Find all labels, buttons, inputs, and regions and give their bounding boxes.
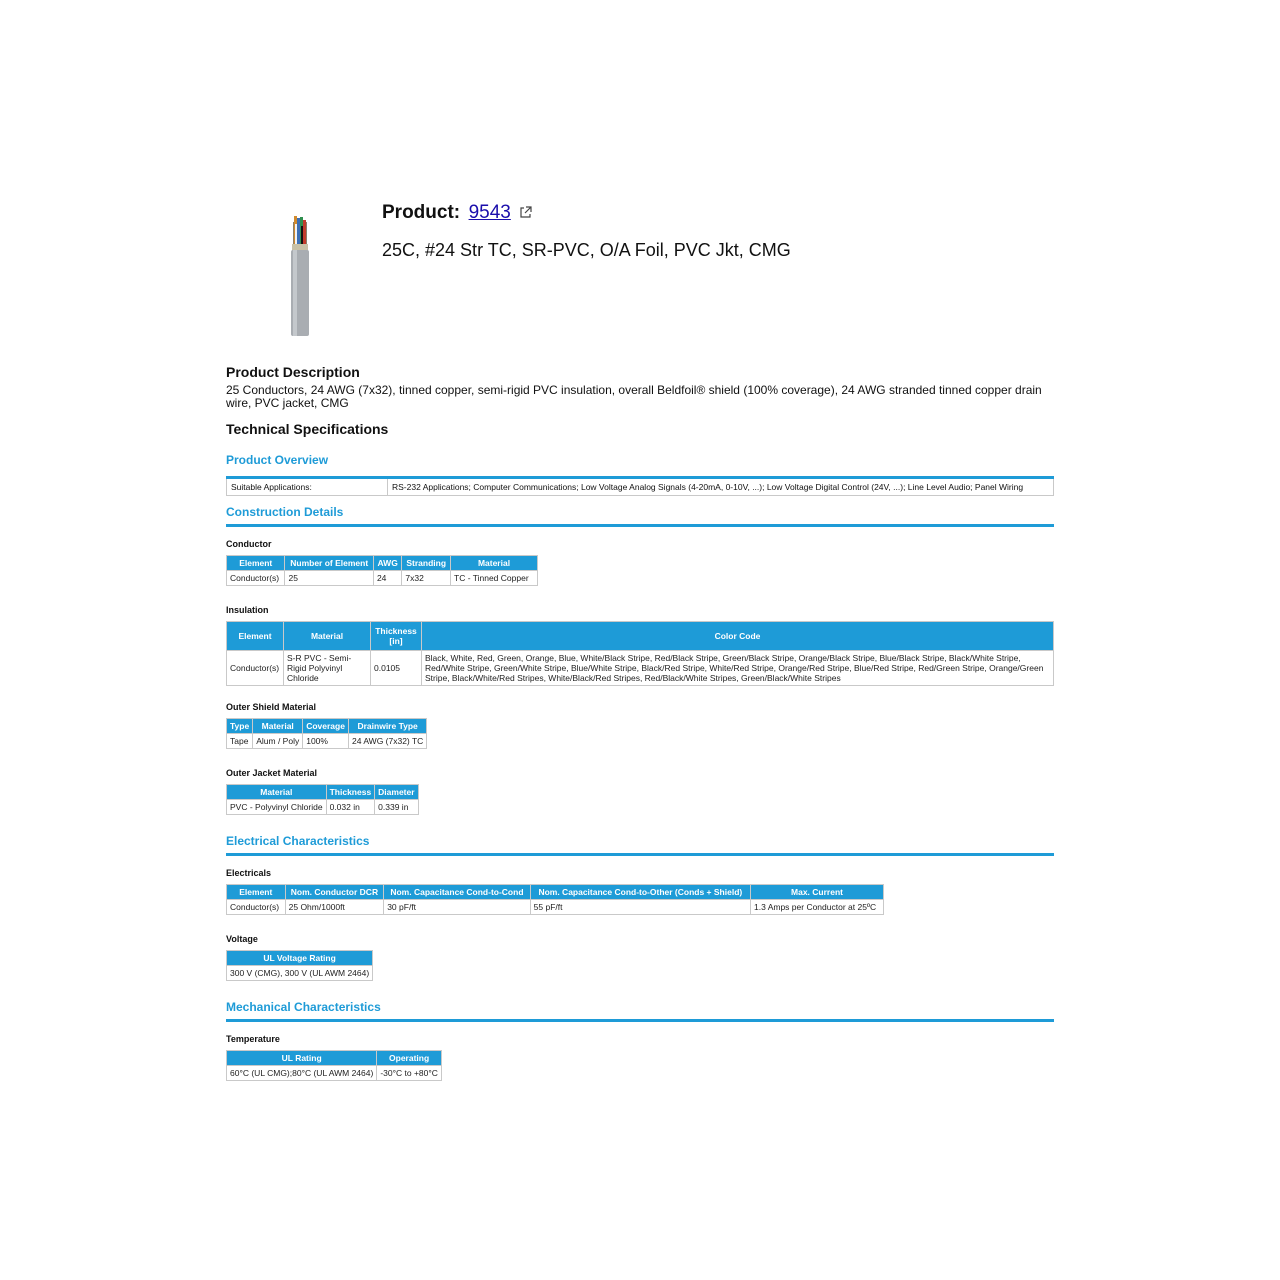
table-cell: 25 Ohm/1000ft [286,900,384,914]
column-header: Element [227,622,283,650]
table-header-row [227,556,537,570]
column-header: Material [253,719,302,733]
table-cell: 60°C (UL CMG);80°C (UL AWM 2464) [227,1066,376,1080]
table-row [227,966,372,980]
table-cell: -30°C to +80°C [377,1066,441,1080]
table-cell: Conductor(s) [227,571,284,585]
product-description-heading: Product Description [226,364,360,380]
cable-image [286,214,316,338]
table-cell: 25 [285,571,372,585]
column-header: Element [227,885,285,899]
table-cell: 0.032 in [327,800,375,814]
product-description-text: 25 Conductors, 24 AWG (7x32), tinned copper, semi-rigid PVC insulation, overall Beldfoil® shield (100% coverage), 24 AWG stranded tinned copper drain wire, PVC jacket, CMG [226,383,1042,410]
outer-shield-title: Outer Shield Material [226,702,317,712]
product-heading [382,202,532,224]
product-label: Product: [382,202,461,223]
external-link-icon[interactable] [519,206,532,219]
table-header-row [227,785,418,799]
suitable-applications-label: Suitable Applications: [227,478,388,496]
table-cell: Tape [227,734,252,748]
table-row [227,651,1053,685]
table-cell: 55 pF/ft [531,900,750,914]
table-cell: TC - Tinned Copper [451,571,537,585]
section-divider [226,524,1054,527]
table-header-row [227,719,426,733]
column-header: Element [227,556,284,570]
table-row [227,478,1054,496]
voltage-table [226,950,373,981]
column-header: Thickness [in] [371,622,421,650]
column-header: AWG [374,556,401,570]
column-header: UL Voltage Rating [227,951,372,965]
table-row [227,800,418,814]
column-header: Type [227,719,252,733]
column-header: Nom. Capacitance Cond-to-Cond [384,885,529,899]
column-header: Number of Element [285,556,372,570]
electricals-title: Electricals [226,868,272,878]
technical-specifications-heading: Technical Specifications [226,421,389,437]
section-divider [226,1019,1054,1022]
table-header-row [227,1051,441,1065]
voltage-title: Voltage [226,934,258,944]
product-overview-heading: Product Overview [226,453,329,467]
product-overview-table [226,476,1054,496]
column-header: Material [451,556,537,570]
table-cell: Conductor(s) [227,651,283,685]
column-header: Color Code [422,622,1053,650]
table-cell: 30 pF/ft [384,900,529,914]
table-cell: Black, White, Red, Green, Orange, Blue, White/Black Stripe, Red/Black Stripe, Green/Black Stripe, Orange/Black Stripe, Blue/Black Stripe, Black/White Stripe, Red/White Stripe, Green/White Stripe, Blue/White Stripe, Black/Red Stripe, White/Red Stripe, Orange/Red Stripe, Blue/Red Stripe, Red/Green Stripe, Orange/Green Stripe, Black/White/Red Stripes, White/Black/Red Stripes, Red/Black/White Stripes, Green/Black/White Stripes [422,651,1053,685]
table-cell: 24 [374,571,401,585]
column-header: Thickness [327,785,375,799]
table-row [227,571,537,585]
section-divider [226,853,1054,856]
column-header: Drainwire Type [349,719,426,733]
suitable-applications-value: RS-232 Applications; Computer Communications; Low Voltage Analog Signals (4-20mA, 0-10V, ...); Low Voltage Digital Control (24V, ...); Line Level Audio; Panel Wiring [392,482,1024,492]
column-header: Coverage [303,719,348,733]
table-cell: 7x32 [402,571,450,585]
outer-jacket-table [226,784,419,815]
product-number-link[interactable]: 9543 [468,202,511,223]
column-header: Material [284,622,370,650]
temperature-table [226,1050,442,1081]
column-header: Stranding [402,556,450,570]
conductor-title: Conductor [226,539,272,549]
table-header-row [227,622,1053,650]
column-header: Operating [377,1051,441,1065]
table-cell: PVC - Polyvinyl Chloride [227,800,326,814]
table-cell: 24 AWG (7x32) TC [349,734,426,748]
table-row [227,1066,441,1080]
electricals-table [226,884,884,915]
table-cell: Alum / Poly [253,734,302,748]
table-cell: 300 V (CMG), 300 V (UL AWM 2464) [227,966,372,980]
column-header: Max. Current [751,885,883,899]
mechanical-characteristics-heading: Mechanical Characteristics [226,1000,381,1014]
electrical-characteristics-heading: Electrical Characteristics [226,834,370,848]
table-header-row [227,885,883,899]
table-cell: 1.3 Amps per Conductor at 25ºC [751,900,883,914]
table-cell: S-R PVC - Semi-Rigid Polyvinyl Chloride [284,651,370,685]
column-header: Nom. Conductor DCR [286,885,384,899]
construction-details-heading: Construction Details [226,505,344,519]
table-cell: 0.0105 [371,651,421,685]
insulation-table [226,621,1054,686]
table-cell: 0.339 in [375,800,417,814]
table-row [227,734,426,748]
table-row [227,900,883,914]
temperature-title: Temperature [226,1034,280,1044]
outer-jacket-title: Outer Jacket Material [226,768,318,778]
table-header-row [227,951,372,965]
table-cell: Conductor(s) [227,900,285,914]
column-header: Diameter [375,785,417,799]
table-cell: 100% [303,734,348,748]
conductor-table [226,555,538,586]
column-header: UL Rating [227,1051,376,1065]
column-header: Nom. Capacitance Cond-to-Other (Conds + Shield) [531,885,750,899]
insulation-title: Insulation [226,605,269,615]
column-header: Material [227,785,326,799]
product-subtitle: 25C, #24 Str TC, SR-PVC, O/A Foil, PVC Jkt, CMG [382,240,791,260]
outer-shield-table [226,718,427,749]
